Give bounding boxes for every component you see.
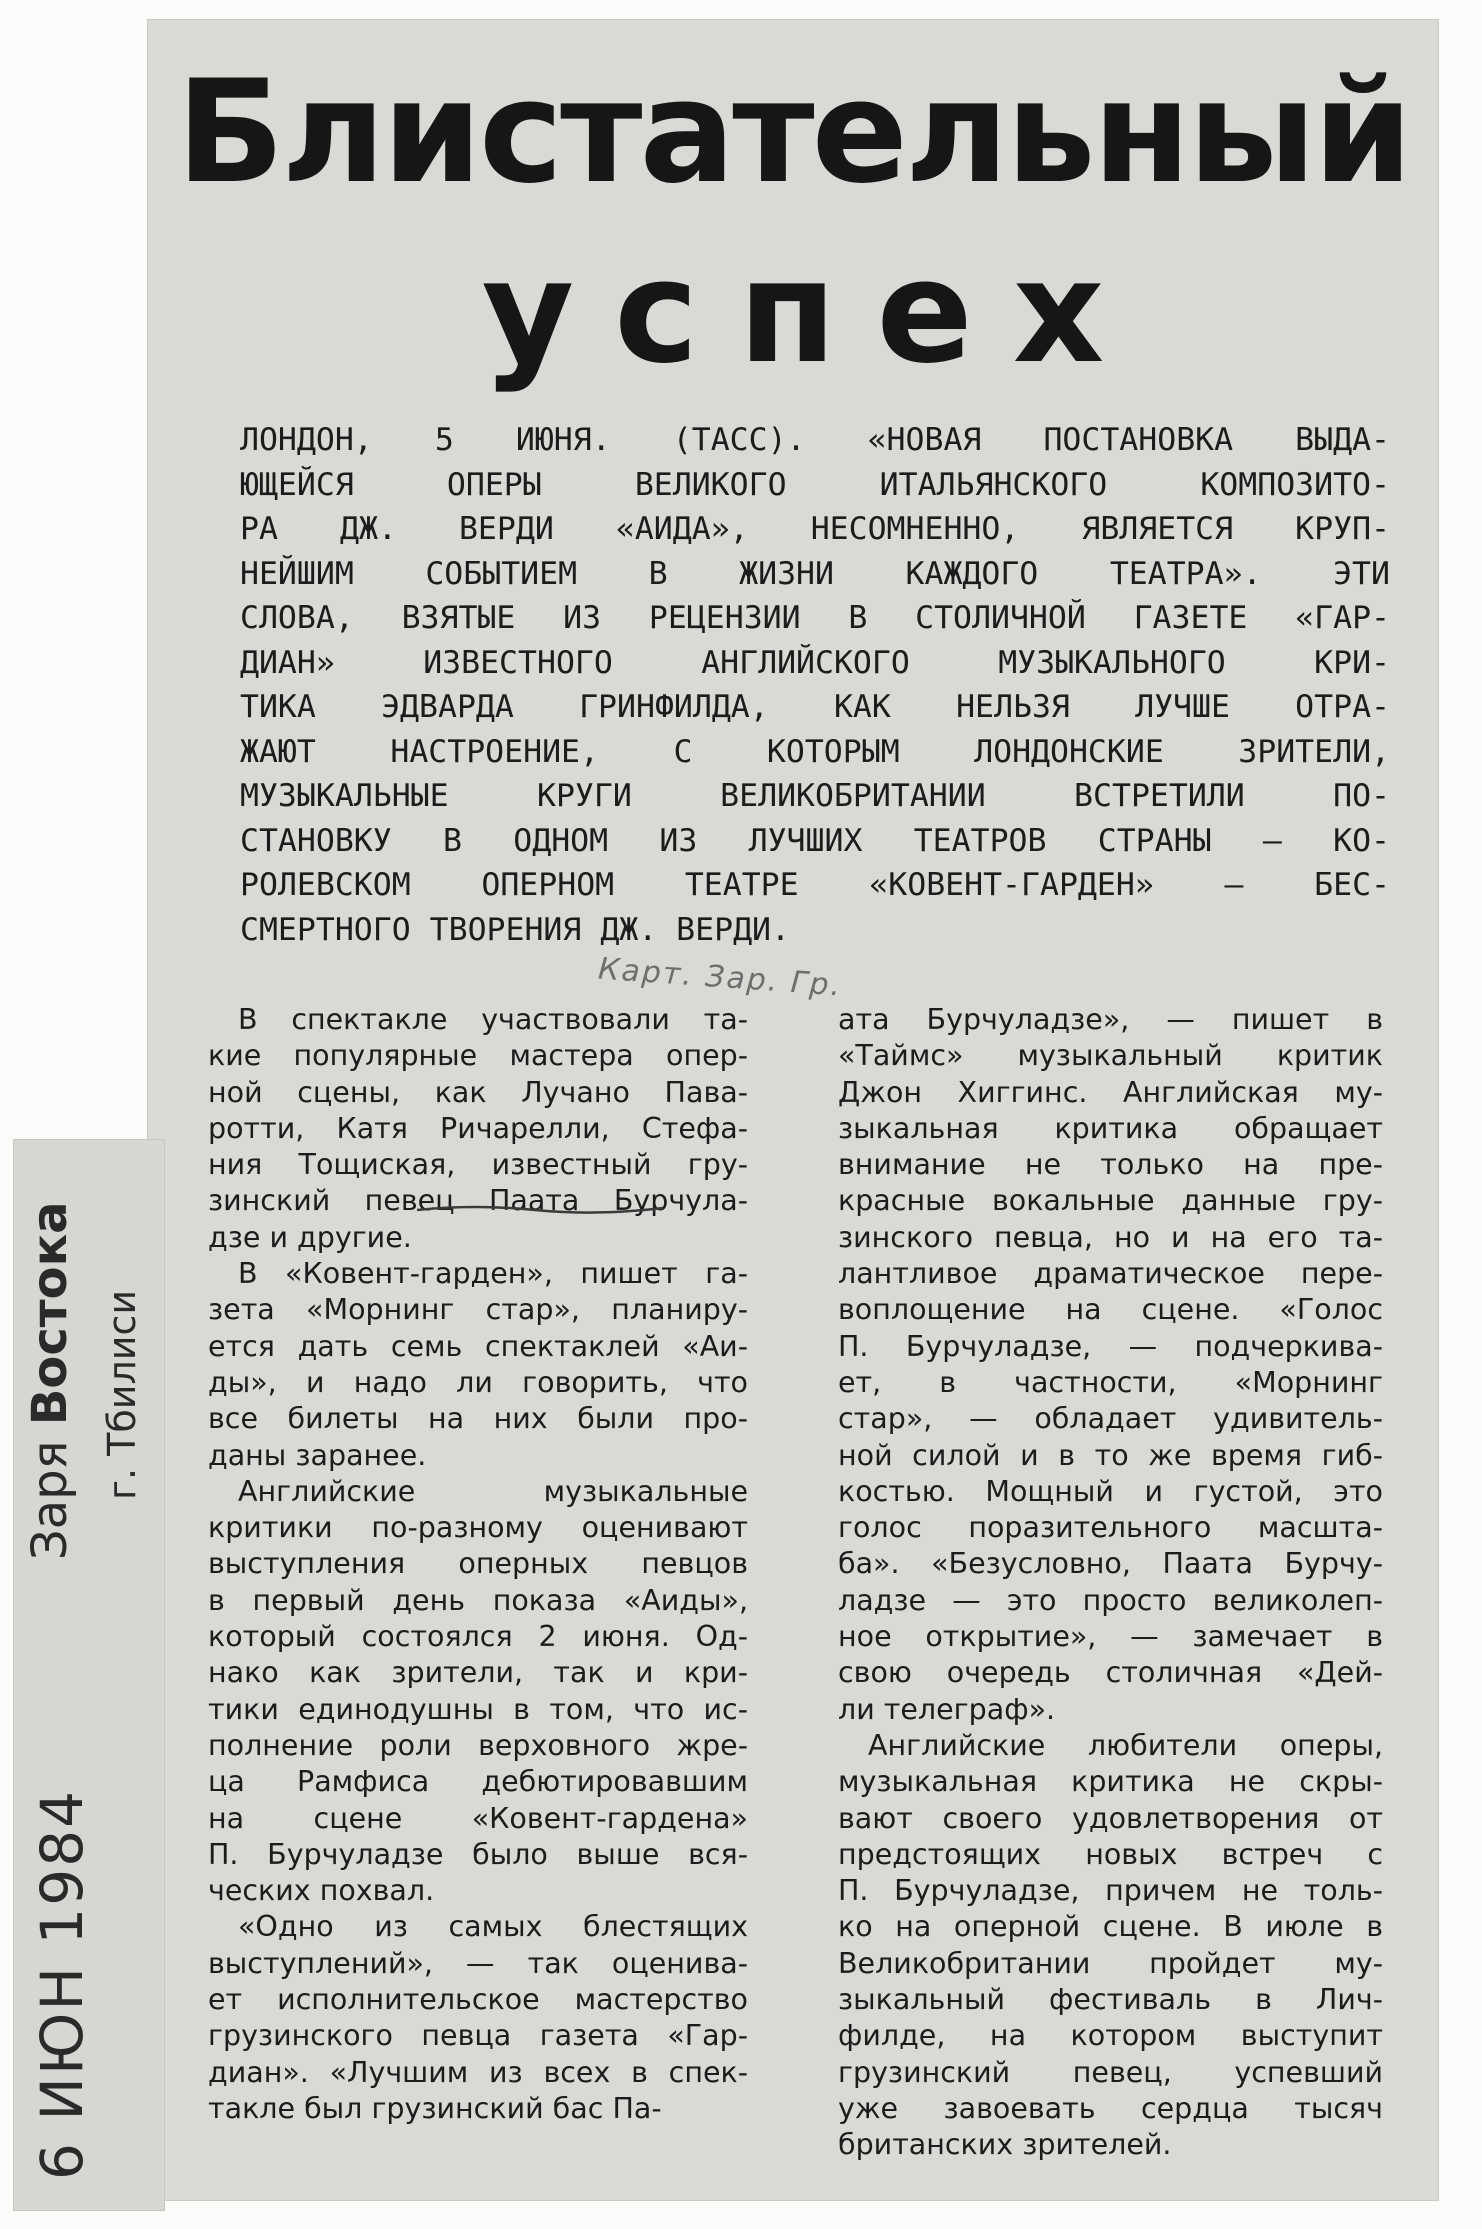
lead-line: ДИАН» ИЗВЕСТНОГО АНГЛИЙСКОГО МУЗЫКАЛЬНОГО КРИ- — [240, 644, 1390, 681]
column-line: Великобритании пройдет му- — [838, 1946, 1383, 1980]
column-line: зинского певца, но и на его та- — [838, 1220, 1383, 1254]
column-line: зыкальный фестиваль в Лич- — [838, 1983, 1383, 2017]
column-line: даны заранее. — [208, 1438, 427, 1472]
column-line: такле был грузинский бас Па- — [208, 2091, 662, 2125]
column-line: П. Бурчуладзе, причем не толь- — [838, 1874, 1383, 1908]
column-line: зинский певец Паата Бурчула- — [208, 1184, 748, 1218]
column-line: предстоящих новых встреч с — [838, 1837, 1383, 1871]
column-line: зета «Морнинг стар», планиру- — [208, 1293, 748, 1327]
article-column-left — [208, 1002, 748, 2127]
column-line: ата Бурчуладзе», — пишет в — [838, 1003, 1383, 1036]
lead-line: РА ДЖ. ВЕРДИ «АИДА», НЕСОМНЕННО, ЯВЛЯЕТСЯ КРУП- — [240, 511, 1390, 547]
lead-line: ЛОНДОН, 5 ИЮНЯ. (ТАСС). «НОВАЯ ПОСТАНОВКА ВЫДА- — [240, 422, 1390, 458]
column-line: ной сцены, как Лучано Пава- — [208, 1075, 748, 1109]
column-line: ротти, Катя Ричарелли, Стефа- — [208, 1111, 748, 1145]
column-line: П. Бурчуладзе, — подчеркива- — [838, 1329, 1383, 1363]
newspaper-clipping — [148, 20, 1438, 2200]
column-line: филде, на котором выступит — [838, 2019, 1383, 2053]
stamp-paper-name: Востока — [22, 1201, 78, 1426]
column-line: ной силой и в то же время гиб- — [838, 1438, 1383, 1472]
column-line: В «Ковент-гарден», пишет га- — [238, 1257, 748, 1291]
column-line: ды», и надо ли говорить, что — [208, 1365, 748, 1399]
article-column-right — [838, 1002, 1383, 2164]
stamp-newspaper-name — [22, 1201, 78, 1560]
column-line: который состоялся 2 июня. Од- — [208, 1620, 748, 1654]
column-line: вают своего удовлетворения от — [838, 1801, 1383, 1835]
column-line: стар», — обладает удивитель- — [838, 1402, 1383, 1436]
column-line: голос поразительного масшта- — [838, 1511, 1383, 1545]
column-line: Английские музыкальные — [238, 1474, 748, 1508]
column-line: выступления оперных певцов — [208, 1547, 748, 1581]
column-line: кие популярные мастера опер- — [208, 1039, 748, 1073]
column-line: выступлений», — так оценива- — [208, 1946, 748, 1980]
lead-line: СМЕРТНОГО ТВОРЕНИЯ ДЖ. ВЕРДИ. — [240, 911, 790, 948]
column-line: ладзе — это просто великолеп- — [838, 1583, 1383, 1617]
column-line: «Одно из самых блестящих — [238, 1910, 748, 1944]
column-line: Английские любители оперы, — [868, 1728, 1383, 1762]
column-line: П. Бурчуладзе было выше вся- — [208, 1837, 748, 1871]
column-line: ца Рамфиса дебютировавшим — [208, 1765, 748, 1799]
column-line: ния Тощиская, известный гру- — [208, 1148, 748, 1182]
headline-line-1: Блистательный — [176, 50, 1410, 215]
column-line: «Таймс» музыкальный критик — [838, 1039, 1383, 1073]
column-line: полнение роли верховного жре- — [208, 1728, 748, 1762]
column-line: ко на оперной сцене. В июле в — [838, 1910, 1383, 1944]
column-line: уже завоевать сердца тысяч — [838, 2091, 1383, 2125]
column-line: в первый день показа «Аиды», — [208, 1583, 748, 1617]
column-line: диан». «Лучшим из всех в спек- — [208, 2055, 748, 2089]
column-line: ли телеграф». — [838, 1692, 1056, 1726]
column-line: критики по-разному оценивают — [208, 1511, 748, 1545]
column-line: красные вокальные данные гру- — [838, 1184, 1383, 1218]
column-line: свою очередь столичная «Дей- — [838, 1656, 1383, 1690]
lead-line: МУЗЫКАЛЬНЫЕ КРУГИ ВЕЛИКОБРИТАНИИ ВСТРЕТИЛИ ПО- — [240, 778, 1390, 814]
lead-line: ЖАЮТ НАСТРОЕНИЕ, С КОТОРЫМ ЛОНДОНСКИЕ ЗРИТЕЛИ, — [240, 733, 1390, 770]
stamp-city: г. Тбилиси — [100, 1289, 144, 1500]
column-line: ческих похвал. — [208, 1874, 435, 1908]
column-line: грузинского певца газета «Гар- — [208, 2019, 748, 2053]
column-line: нако как зрители, так и кри- — [208, 1656, 748, 1690]
column-line: на сцене «Ковент-гардена» — [208, 1801, 748, 1835]
headline-line-2: успех — [481, 230, 1145, 395]
handwritten-annotation: Карт. Зар. Гр. — [597, 951, 844, 1004]
lead-line: СТАНОВКУ В ОДНОМ ИЗ ЛУЧШИХ ТЕАТРОВ СТРАНЫ — КО- — [240, 822, 1390, 859]
column-line: грузинский певец, успевший — [838, 2055, 1383, 2089]
column-line: зыкальная критика обращает — [838, 1111, 1383, 1145]
column-line: тики единодушны в том, что ис- — [208, 1692, 748, 1726]
column-line: воплощение на сцене. «Голос — [838, 1293, 1383, 1327]
column-line: ет, в частности, «Морнинг — [838, 1365, 1383, 1399]
column-line: ное открытие», — замечает в — [838, 1620, 1383, 1654]
column-line: ба». «Безусловно, Паата Бурчу- — [838, 1547, 1383, 1581]
column-line: музыкальная критика не скры- — [838, 1765, 1383, 1799]
column-line: ется дать семь спектаклей «Аи- — [208, 1329, 748, 1363]
lead-line: РОЛЕВСКОМ ОПЕРНОМ ТЕАТРЕ «КОВЕНТ-ГАРДЕН» — БЕС- — [240, 867, 1390, 903]
stamp-date: 6 ИЮН 1984 — [28, 1789, 96, 2180]
column-line: внимание не только на пре- — [838, 1148, 1383, 1182]
column-line: все билеты на них были про- — [208, 1402, 748, 1436]
column-line: Джон Хиггинс. Английская му- — [838, 1075, 1383, 1109]
column-line: дзе и другие. — [208, 1220, 412, 1254]
column-line: лантливое драматическое пере- — [838, 1257, 1383, 1291]
column-line: британских зрителей. — [838, 2128, 1172, 2162]
lead-line: ТИКА ЭДВАРДА ГРИНФИЛДА, КАК НЕЛЬЗЯ ЛУЧШЕ ОТРА- — [240, 689, 1390, 725]
lead-line: СЛОВА, ВЗЯТЫЕ ИЗ РЕЦЕНЗИИ В СТОЛИЧНОЙ ГАЗЕТЕ «ГАР- — [240, 600, 1390, 636]
lead-paragraph — [240, 418, 1390, 952]
pen-underline-mark — [415, 1200, 665, 1220]
lead-line: ЮЩЕЙСЯ ОПЕРЫ ВЕЛИКОГО ИТАЛЬЯНСКОГО КОМПОЗИТО- — [240, 466, 1390, 503]
column-line: ет исполнительское мастерство — [208, 1983, 748, 2017]
lead-line: НЕЙШИМ СОБЫТИЕМ В ЖИЗНИ КАЖДОГО ТЕАТРА». ЭТИ — [240, 555, 1390, 592]
column-line: В спектакле участвовали та- — [238, 1003, 748, 1036]
column-line: костью. Мощный и густой, это — [838, 1474, 1383, 1508]
stamp-paper-prefix: Заря — [22, 1440, 78, 1560]
